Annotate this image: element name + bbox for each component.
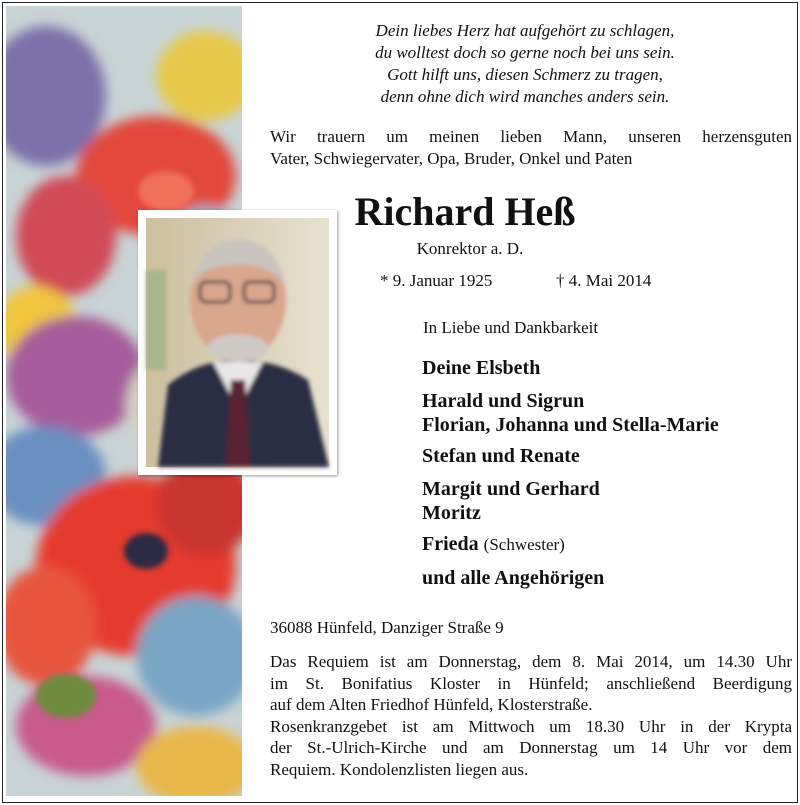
mourner-note: (Schwester) <box>483 535 565 554</box>
requiem-line: Rosenkranzgebet ist am Mittwoch um 18.30 Uhr in der Krypta <box>270 716 792 736</box>
mourner-group <box>422 356 540 380</box>
poem-line: Dein liebes Herz hat aufgehört zu schlagen, <box>375 21 675 40</box>
mourner-group <box>422 566 604 590</box>
birth-date: * 9. Januar 1925 <box>380 271 493 290</box>
intro-line: Vater, Schwiegervater, Opa, Bruder, Onkel und Paten <box>270 149 633 168</box>
mourner-line: und alle Angehörigen <box>422 567 605 589</box>
mourner-line: Frieda <box>422 533 479 555</box>
requiem-line: Das Requiem ist am Donnerstag, dem 8. Mai 2014, um 14.30 Uhr <box>270 652 792 671</box>
address: 36088 Hünfeld, Danziger Straße 9 <box>270 618 504 637</box>
requiem-line: der St.-Ulrich-Kirche und am Donnerstag um 14 Uhr vor dem <box>270 738 792 757</box>
mourner-group <box>422 444 580 468</box>
mourner-group <box>422 477 600 525</box>
mourning-intro <box>270 126 792 170</box>
portrait-image <box>138 210 337 475</box>
poem <box>260 20 790 108</box>
mourner-line: Margit und Gerhard <box>422 478 600 500</box>
mourner-line: Moritz <box>422 502 481 524</box>
requiem-info <box>270 651 792 780</box>
death-date: † 4. Mai 2014 <box>556 271 652 290</box>
poem-line: Gott hilft uns, diesen Schmerz zu tragen, <box>387 65 663 84</box>
mourner-line: Harald und Sigrun <box>422 390 585 412</box>
requiem-line: Requiem. Kondolenzlisten liegen aus. <box>270 759 529 779</box>
deceased-title: Konrektor a. D. <box>416 239 524 258</box>
intro-line: Wir trauern um meinen lieben Mann, unseren herzensguten <box>270 127 792 146</box>
requiem-line: im St. Bonifatius Kloster in Hünfeld; anschließend Beerdigung <box>270 673 792 693</box>
mourner-line: Deine Elsbeth <box>422 357 541 379</box>
poem-line: denn ohne dich wird manches anders sein. <box>380 87 670 106</box>
requiem-line: auf dem Alten Friedhof Hünfeld, Klosterstraße. <box>270 695 593 714</box>
mourner-line: Florian, Johanna und Stella-Marie <box>422 414 719 436</box>
poem-line: du wolltest doch so gerne noch bei uns sein. <box>375 43 675 62</box>
mourner-group <box>422 389 719 437</box>
deceased-name: Richard Heß <box>354 189 576 234</box>
mourner-group <box>422 532 565 557</box>
mourners-intro: In Liebe und Dankbarkeit <box>423 318 599 337</box>
mourner-line: Stefan und Renate <box>422 445 580 467</box>
portrait-photo <box>138 210 337 475</box>
